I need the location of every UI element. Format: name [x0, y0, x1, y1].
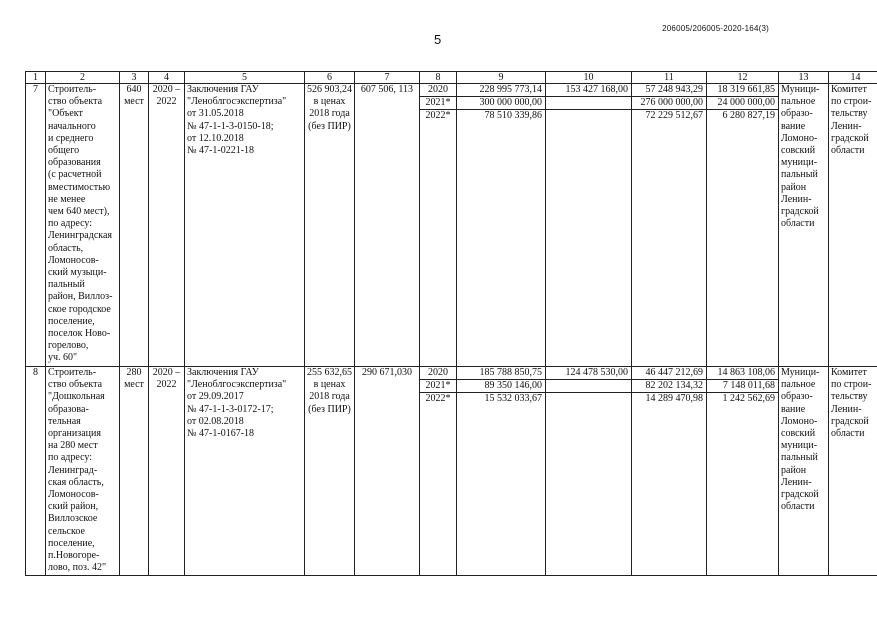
cost-note: в ценах 2018 года (без ПИР) [308, 96, 351, 132]
regional-amount: 57 248 943,29 [632, 84, 707, 97]
local-amount: 24 000 000,00 [707, 97, 779, 110]
local-amount: 7 148 011,68 [707, 380, 779, 393]
estimated-cost-value: 526 903,24 [307, 84, 352, 95]
table-row [26, 84, 877, 97]
estimated-cost-value: 255 632,65 [307, 367, 352, 378]
regional-amount: 72 229 512,67 [632, 110, 707, 367]
federal-amount: 124 478 530,00 [546, 367, 632, 380]
column-header: 3 [120, 72, 149, 84]
regional-amount: 46 447 212,69 [632, 367, 707, 380]
construction-period: 2020 – 2022 [149, 367, 185, 576]
total-amount: 228 995 773,14 [457, 84, 546, 97]
total-amount: 300 000 000,00 [457, 97, 546, 110]
responsible-committee: Комитет по строи- тельству Ленин- градской области [829, 84, 877, 367]
column-header: 1 [26, 72, 46, 84]
local-amount: 6 280 827,19 [707, 110, 779, 367]
column-header: 6 [305, 72, 355, 84]
column-header: 7 [355, 72, 420, 84]
year: 2021* [420, 380, 457, 393]
column-header: 5 [185, 72, 305, 84]
regional-amount: 276 000 000,00 [632, 97, 707, 110]
total-amount: 15 532 033,67 [457, 393, 546, 576]
local-amount: 1 242 562,69 [707, 393, 779, 576]
row-number: 7 [26, 84, 46, 367]
object-description: Строитель- ство объекта "Дошкольная образова- тельная организация на 280 мест по адресу: Ленинград- ская область, Ломоносов- ский район, Виллозское сельское поселение, п.Новогоре- лово, поз. 42" [46, 367, 120, 576]
responsible-committee: Комитет по строи- тельству Ленин- градской области [829, 367, 877, 576]
column-7-value: 290 671,030 [355, 367, 420, 576]
customer: Муници- пальное образо- вание Ломоно- совский муници- пальный район Ленин- градской области [779, 367, 829, 576]
investment-table [25, 71, 877, 576]
local-amount: 14 863 108,06 [707, 367, 779, 380]
regional-amount: 82 202 134,32 [632, 380, 707, 393]
year: 2020 [420, 367, 457, 380]
year: 2022* [420, 110, 457, 367]
regional-amount: 14 289 470,98 [632, 393, 707, 576]
column-header: 11 [632, 72, 707, 84]
customer: Муници- пальное образо- вание Ломоно- совский муници- пальный район Ленин- градской области [779, 84, 829, 367]
construction-period: 2020 – 2022 [149, 84, 185, 367]
column-header: 2 [46, 72, 120, 84]
federal-amount [546, 393, 632, 576]
capacity: 640 мест [120, 84, 149, 367]
document-id: 206005/206005-2020-164(3) [662, 24, 769, 33]
capacity: 280 мест [120, 367, 149, 576]
federal-amount: 153 427 168,00 [546, 84, 632, 97]
estimated-cost [305, 84, 355, 367]
expert-conclusion: Заключения ГАУ "Леноблгосэкспертиза" от 31.05.2018 № 47-1-1-3-0150-18; от 12.10.2018 № 47-1-0221-18 [185, 84, 305, 367]
federal-amount [546, 380, 632, 393]
column-header: 8 [420, 72, 457, 84]
cost-note: в ценах 2018 года (без ПИР) [308, 379, 351, 415]
table-row [26, 367, 877, 380]
page-number: 5 [434, 32, 442, 47]
column-header: 10 [546, 72, 632, 84]
column-header: 12 [707, 72, 779, 84]
year: 2022* [420, 393, 457, 576]
year: 2020 [420, 84, 457, 97]
column-header: 9 [457, 72, 546, 84]
estimated-cost [305, 367, 355, 576]
expert-conclusion: Заключения ГАУ "Леноблгосэкспертиза" от 29.09.2017 № 47-1-1-3-0172-17; от 02.08.2018 № 47-1-0167-18 [185, 367, 305, 576]
total-amount: 89 350 146,00 [457, 380, 546, 393]
row-number: 8 [26, 367, 46, 576]
year: 2021* [420, 97, 457, 110]
total-amount: 78 510 339,86 [457, 110, 546, 367]
total-amount: 185 788 850,75 [457, 367, 546, 380]
local-amount: 18 319 661,85 [707, 84, 779, 97]
federal-amount [546, 97, 632, 110]
column-header: 13 [779, 72, 829, 84]
column-7-value: 607 506, 113 [355, 84, 420, 367]
federal-amount [546, 110, 632, 367]
column-number-row [26, 72, 877, 84]
column-header: 4 [149, 72, 185, 84]
column-header: 14 [829, 72, 877, 84]
object-description: Строитель- ство объекта "Объект начального и среднего общего образования (с расчетной вместимостью не менее чем 640 мест), по адресу: Ленинградская область, Ломоносов- ский музыци- пальный район, Виллоз- ское городское поселение, поселок Ново- горелово, уч. 60" [46, 84, 120, 367]
